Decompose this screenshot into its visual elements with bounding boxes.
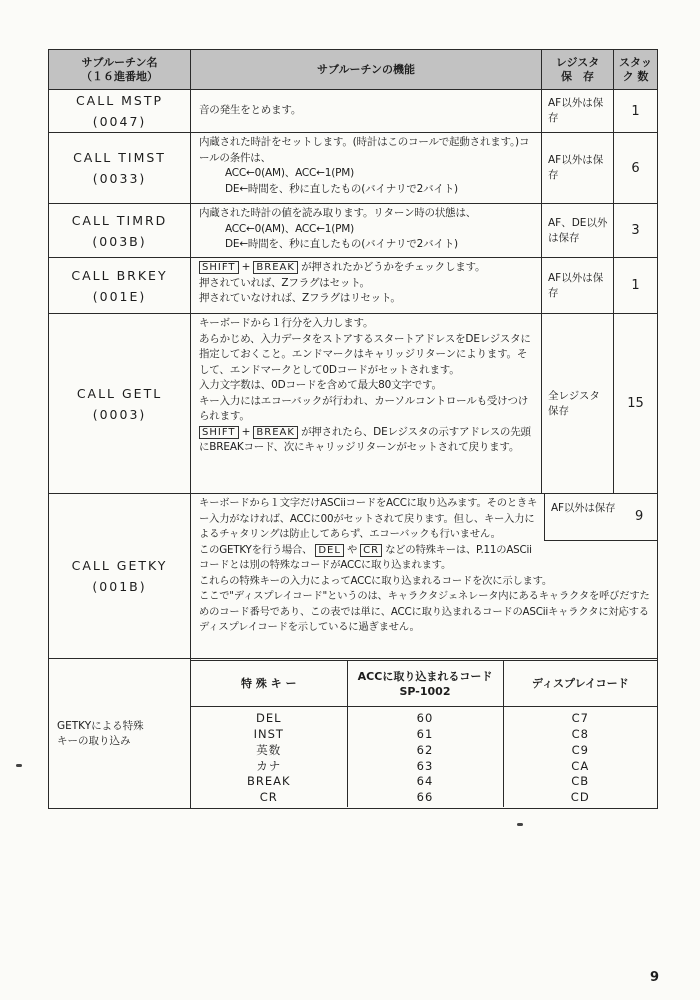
break-key: BREAK	[253, 426, 298, 439]
stack-cell: 1	[614, 258, 658, 314]
break-key: BREAK	[253, 261, 298, 274]
register-cell: AF、DE以外は保存	[542, 204, 614, 258]
row-timrd	[49, 204, 658, 258]
getky-special-label: GETKYによる特殊 キーの取り込み	[49, 659, 191, 809]
shift-key: SHIFT	[199, 426, 239, 439]
function-description: SHIFT + BREAK が押されたかどうかをチェックします。 押されていれば、Zフラグはセット。 押されていなければ、Zフラグはリセット。	[191, 258, 542, 314]
header-row	[49, 50, 658, 90]
getky-register-stack-box	[544, 494, 657, 541]
scan-speck	[517, 823, 523, 826]
special-key-header	[191, 661, 657, 707]
subroutine-name: CALL BRKEY (001E)	[49, 258, 191, 314]
register-cell: AF以外は保存	[542, 258, 614, 314]
shift-key: SHIFT	[199, 261, 239, 274]
row-getl	[49, 314, 658, 494]
function-description: 内蔵された時計をセットします。(時計はこのコールで起動されます。)コールの条件は、 ACC←0(AM)、ACC←1(PM) DE←時間を、秒に直したもの(バイナリで2バイト)	[191, 133, 542, 204]
stack-cell: 6	[614, 133, 658, 204]
register-cell: AF以外は保存	[542, 133, 614, 204]
row-mstp	[49, 90, 658, 133]
row-getky	[49, 494, 658, 659]
stack-cell: 1	[614, 90, 658, 133]
function-description: AF以外は保存 9 キーボードから１文字だけASCiiコードをACCに取り込みます。そのときキー入力がなければ、ACCに00がセットされて戻ります。但し、キー入力によるチャタリングは防止してあらず、エコーバックも行いません。 このGETKYを行う場合、 DEL や CR などの特殊キーは、P.11のASCiiコードとは別の特殊なコードがACCに取り込まれます。 これらの特殊キーの入力によってACCに取り込まれるコードを次に示します。 ここで"ディスプレイコード"というのは、キャラクタジェネレータ内にあるキャラクタを呼びだすためのコード番号であり、この表では単に、ACCに取り込まれるコードのASCiiキャラクタに対応するディスプレイコードを示しているに過ぎません。	[191, 494, 658, 659]
col-display-code: ディスプレイコード	[503, 661, 657, 707]
scan-speck	[16, 764, 22, 767]
acc-code-list: 60 61 62 63 64 66	[347, 707, 503, 807]
row-brkey	[49, 258, 658, 314]
function-description: キーボードから１行分を入力します。 あらかじめ、入力データをストアするスタートアドレスをDEレジスタに指定しておくこと。エンドマークはキャリッジリターンによります。そして、エンドマークとして0Dコードがセットされます。 入力文字数は、0Dコードを含めて最大80文字です。 キー入力にはエコーバックが行われ、カーソルコントロールも受けつけられます。 SHIFT + BREAK が押されたら、DEレジスタの示すアドレスの先頭にBREAKコード、次にキャリッジリターンがセットされて戻ります。	[191, 314, 542, 494]
row-timst	[49, 133, 658, 204]
header-name: サブルーチン名 （１６進番地）	[49, 50, 191, 90]
plus-sign: +	[241, 261, 251, 273]
register-cell: 全レジスタ保存	[542, 314, 614, 494]
stack-cell: 3	[614, 204, 658, 258]
header-register: レジスタ 保 存	[542, 50, 614, 90]
function-description: 内蔵された時計の値を読み取ります。リターン時の状態は、 ACC←0(AM)、ACC←1(PM) DE←時間を、秒に直したもの(バイナリで2バイト)	[191, 204, 542, 258]
stack-cell: 9	[634, 509, 644, 524]
special-key-list: DEL INST 英数 カナ BREAK CR	[191, 707, 347, 807]
subroutine-name: CALL GETKY (001B)	[49, 494, 191, 659]
col-acc-code: ACCに取り込まれるコード SP-1002	[347, 661, 503, 707]
register-cell: AF以外は保存	[551, 502, 616, 514]
special-key-values	[191, 707, 657, 807]
special-key-table-cell	[191, 659, 658, 809]
function-description: 音の発生をとめます。	[191, 90, 542, 133]
subroutine-name: CALL MSTP (0047)	[49, 90, 191, 133]
special-key-table	[191, 660, 657, 807]
plus-sign: +	[241, 425, 251, 438]
subroutine-name: CALL GETL (0003)	[49, 314, 191, 494]
display-code-list: C7 C8 C9 CA CB CD	[503, 707, 657, 807]
register-cell: AF以外は保存	[542, 90, 614, 133]
cr-key: CR	[360, 544, 382, 557]
subroutine-name: CALL TIMST (0033)	[49, 133, 191, 204]
del-key: DEL	[315, 544, 344, 557]
col-special-key: 特 殊 キ ー	[191, 661, 347, 707]
stack-cell: 15	[614, 314, 658, 494]
header-stack: スタッ ク 数	[614, 50, 658, 90]
header-function: サブルーチンの機能	[191, 50, 542, 90]
row-getky-special-keys	[49, 659, 658, 809]
subroutine-table	[48, 49, 658, 809]
subroutine-name: CALL TIMRD (003B)	[49, 204, 191, 258]
page-number: 9	[650, 970, 660, 985]
